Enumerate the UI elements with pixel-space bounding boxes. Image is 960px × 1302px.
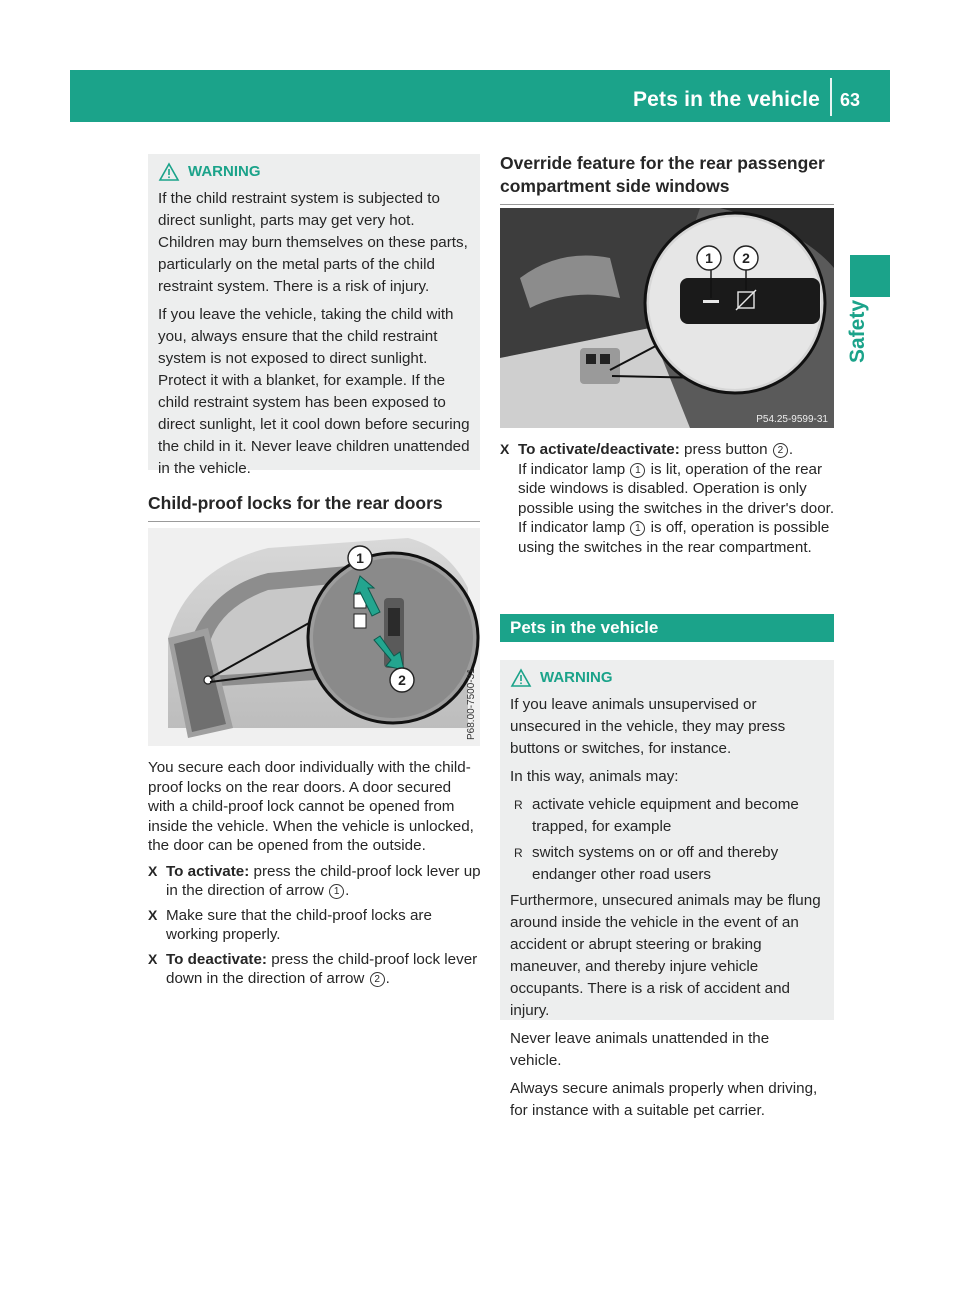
child-locks-heading: Child-proof locks for the rear doors — [148, 492, 480, 522]
lamp-text-3: is off, operation is possible using the switches in the rear compartment. — [518, 519, 830, 556]
warning-header — [510, 666, 824, 690]
activate-label: To activate: — [166, 862, 250, 880]
step-marker: X — [148, 950, 158, 967]
check-step — [148, 906, 482, 945]
deactivate-step — [148, 950, 482, 989]
warning-title: WARNING — [540, 669, 613, 686]
pets-section-banner: Pets in the vehicle — [500, 614, 834, 642]
bullet-icon: R — [514, 846, 523, 860]
step-marker: X — [500, 441, 510, 457]
page-title: Pets in the vehicle — [632, 88, 820, 111]
pets-bullet-list — [510, 794, 824, 886]
child-lock-figure — [148, 528, 480, 746]
punctuation: . — [788, 441, 794, 458]
list-item — [510, 842, 824, 886]
activate-step — [148, 862, 482, 901]
override-activate-text: press button — [684, 441, 768, 458]
ref-callout-2: 2 — [370, 972, 385, 987]
pets-paragraph: Furthermore, unsecured animals may be flung around inside the vehicle in the event of an accident or abrupt steering or braking maneuver, and thereby injure vehicle occupants. There is a risk of accident and injury. — [510, 892, 821, 1019]
warning-paragraph: If the child restraint system is subjected to direct sunlight, parts may get very hot. Children may burn themselves on these parts, particularly on the metal parts of the child restraint system. There is a risk of injury. — [158, 190, 468, 295]
override-figure — [500, 208, 834, 428]
bullet-text: activate vehicle equipment and become trapped, for example — [532, 796, 799, 835]
pets-paragraph: Never leave animals unattended in the vehicle. — [510, 1030, 770, 1069]
bullet-icon: R — [514, 798, 523, 812]
activate-text: press the child-proof lock lever up in the direction of arrow — [166, 862, 481, 899]
punctuation: . — [385, 970, 390, 987]
pets-warning — [500, 660, 834, 1119]
override-illustration — [500, 208, 834, 428]
lamp-text-1: If indicator lamp — [518, 460, 626, 478]
check-text: Make sure that the child-proof locks are working properly. — [166, 906, 432, 943]
ref-callout-1: 1 — [630, 521, 645, 536]
figure-code: P54.25-9599-31 — [756, 414, 828, 425]
header-divider — [830, 78, 832, 116]
list-item — [510, 794, 824, 838]
page-number: 63 — [840, 90, 861, 110]
ref-callout-2: 2 — [773, 443, 788, 458]
warning-header — [158, 160, 470, 184]
child-locks-body — [148, 758, 482, 994]
step-marker: X — [148, 906, 158, 923]
side-tab-label: Safety — [846, 300, 869, 364]
bullet-text: switch systems on or off and thereby endanger other road users — [532, 844, 779, 883]
child-locks-intro: You secure each door individually with the child-proof locks on the rear doors. A door secured with a child-proof lock cannot be opened from inside the vehicle. When the vehicle is unlocked, the door can be opened from the outside. — [148, 759, 474, 854]
deactivate-text: press the child-proof lock lever down in the direction of arrow — [166, 950, 478, 987]
ref-callout-1: 1 — [630, 463, 645, 478]
override-step — [500, 440, 836, 557]
side-tab-marker — [850, 255, 890, 297]
pets-paragraph: Always secure animals properly when driving, for instance with a suitable pet carrier. — [510, 1080, 818, 1119]
warning-title: WARNING — [188, 163, 261, 180]
figure-callout-1: 1 — [705, 250, 713, 266]
child-lock-illustration — [148, 528, 480, 746]
figure-callout-2: 2 — [398, 672, 406, 688]
override-activate-label: To activate/deactivate: — [518, 441, 680, 458]
punctuation: . — [345, 882, 350, 899]
step-marker: X — [148, 862, 158, 879]
override-heading: Override feature for the rear passenger compartment side windows — [500, 152, 834, 205]
child-seat-warning — [148, 154, 480, 477]
pets-paragraph: In this way, animals may: — [510, 768, 679, 785]
warning-triangle-icon — [510, 668, 532, 688]
lamp-text-2: is lit, operation of the rear side windows is disabled. Operation is only possible using the switches in the driver's door. If indicator lamp — [518, 460, 835, 536]
override-body — [500, 440, 836, 562]
ref-callout-1: 1 — [329, 884, 344, 899]
figure-callout-1: 1 — [356, 550, 364, 566]
warning-triangle-icon — [158, 162, 180, 182]
figure-callout-2: 2 — [742, 250, 750, 266]
pets-paragraph: If you leave animals unsupervised or unsecured in the vehicle, they may press buttons or switches, for instance. — [510, 696, 786, 757]
warning-paragraph: If you leave the vehicle, taking the child with you, always ensure that the child restraint system is not exposed to direct sunlight. Protect it with a blanket, for example. If the child restraint system has been exposed to direct sunlight, let it cool down before securing the child in it. Never leave children unattended in the vehicle. — [158, 306, 470, 477]
deactivate-label: To deactivate: — [166, 950, 267, 968]
figure-code: P68.00-7500-31 — [466, 668, 477, 740]
